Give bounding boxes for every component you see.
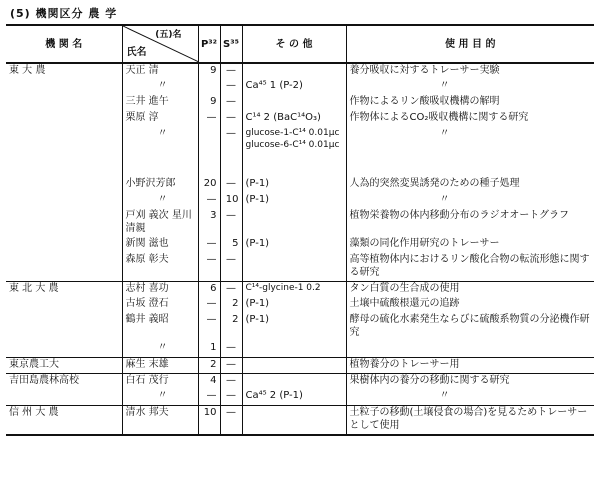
cell-org	[6, 209, 122, 237]
header-name-top: (五)名	[155, 30, 182, 40]
cell-other: (P-1)	[242, 237, 346, 253]
cell-name: 栗原 淳	[122, 111, 198, 127]
cell-purpose: 植物養分のトレーサー用	[346, 357, 594, 373]
cell-name: 〃	[122, 389, 198, 405]
cell-name: 麻生 末雄	[122, 357, 198, 373]
cell-other: C¹⁴ 2 (BaC¹⁴O₃)	[242, 111, 346, 127]
cell-s: —	[220, 341, 242, 357]
cell-org	[6, 313, 122, 341]
cell-name: 戸刈 義次 星川 清親	[122, 209, 198, 237]
cell-s: —	[220, 389, 242, 405]
cell-purpose: 植物栄養物の体内移動分布のラジオオートグラフ	[346, 209, 594, 237]
cell-p: 10	[198, 405, 220, 435]
cell-s: —	[220, 111, 242, 127]
cell-purpose: 養分吸収に対するトレーサー実験	[346, 63, 594, 79]
cell-name: 小野沢芳郎	[122, 177, 198, 193]
cell-purpose: 果樹体内の養分の移動に関する研究	[346, 373, 594, 389]
cell-p: —	[198, 253, 220, 281]
cell-purpose: 酵母の硫化水素発生ならびに硫酸系物質の分泌機作研究	[346, 313, 594, 341]
cell-p: 3	[198, 209, 220, 237]
cell-p	[198, 127, 220, 177]
cell-p: 9	[198, 63, 220, 79]
table-row	[6, 79, 594, 95]
cell-purpose	[346, 341, 594, 357]
cell-s: 5	[220, 237, 242, 253]
cell-other: glucose-1-C¹⁴ 0.01μc glucose-6-C¹⁴ 0.01μc	[242, 127, 346, 177]
cell-name: 清水 邦夫	[122, 405, 198, 435]
cell-org	[6, 253, 122, 281]
cell-p: —	[198, 111, 220, 127]
cell-name: 森原 彰夫	[122, 253, 198, 281]
cell-purpose: 作物によるリン酸吸収機構の解明	[346, 95, 594, 111]
section-title: (5) 機関区分 農 学	[10, 7, 118, 20]
table-row	[6, 111, 594, 127]
cell-s: —	[220, 281, 242, 297]
cell-s: —	[220, 95, 242, 111]
cell-name: 天正 清	[122, 63, 198, 79]
cell-other: Ca⁴⁵ 2 (P-1)	[242, 389, 346, 405]
cell-other: (P-1)	[242, 313, 346, 341]
cell-org	[6, 193, 122, 209]
cell-org: 東 北 大 農	[9, 282, 59, 294]
cell-other	[242, 341, 346, 357]
header-other: そ の 他	[242, 25, 346, 63]
table-row	[6, 177, 594, 193]
cell-org: 東 大 農	[9, 65, 46, 76]
cell-purpose: 〃	[346, 193, 594, 209]
table-row	[6, 357, 594, 373]
cell-other	[242, 357, 346, 373]
cell-p: —	[198, 193, 220, 209]
table-header-row	[6, 25, 594, 63]
cell-other: (P-1)	[242, 177, 346, 193]
table-row	[6, 313, 594, 341]
cell-p: —	[198, 389, 220, 405]
cell-org	[6, 341, 122, 357]
cell-name: 古坂 澄石	[122, 297, 198, 313]
table-row	[6, 209, 594, 237]
cell-name: 〃	[122, 79, 198, 95]
cell-p: 2	[198, 357, 220, 373]
cell-s: —	[220, 177, 242, 193]
cell-name: 〃	[122, 127, 198, 177]
cell-other: (P-1)	[242, 193, 346, 209]
table-row	[6, 389, 594, 405]
cell-name: 鶴井 義昭	[122, 313, 198, 341]
cell-p: —	[198, 237, 220, 253]
cell-org	[6, 389, 122, 405]
cell-org	[6, 127, 122, 177]
cell-name: 白石 茂行	[122, 373, 198, 389]
cell-s: —	[220, 209, 242, 237]
cell-p: 9	[198, 95, 220, 111]
usage-table	[6, 24, 594, 436]
cell-purpose: 土粒子の移動(土壌侵食の場合)を見るためトレーサーとして使用	[346, 405, 594, 435]
cell-other	[242, 63, 346, 79]
cell-p: 1	[198, 341, 220, 357]
cell-other: (P-1)	[242, 297, 346, 313]
table-row	[6, 341, 594, 357]
cell-name: 新関 滋也	[122, 237, 198, 253]
header-purpose: 使 用 目 的	[346, 25, 594, 63]
cell-purpose: 藻類の同化作用研究のトレーサー	[346, 237, 594, 253]
table-row	[6, 63, 594, 79]
cell-s: —	[220, 253, 242, 281]
cell-purpose: 〃	[346, 389, 594, 405]
cell-s: —	[220, 127, 242, 177]
cell-s: —	[220, 63, 242, 79]
table-row	[6, 127, 594, 177]
cell-org	[6, 95, 122, 111]
cell-name: 〃	[122, 341, 198, 357]
cell-purpose: 作物体によるCO₂吸収機構に関する研究	[346, 111, 594, 127]
table-row	[6, 405, 594, 435]
header-organization: 機 関 名	[6, 25, 122, 63]
cell-purpose: タン白質の生合成の使用	[346, 281, 594, 297]
cell-org	[6, 177, 122, 193]
cell-org: 信 州 大 農	[6, 405, 122, 435]
cell-purpose: 人為的突然変異誘発のための種子処理	[346, 177, 594, 193]
cell-p	[198, 79, 220, 95]
cell-other	[242, 95, 346, 111]
cell-s: 2	[220, 313, 242, 341]
table-row	[6, 297, 594, 313]
cell-p: —	[198, 313, 220, 341]
header-name	[122, 25, 198, 63]
cell-org: 東京農工大	[6, 357, 122, 373]
cell-s: —	[220, 357, 242, 373]
cell-purpose: 〃	[346, 127, 594, 177]
cell-other: C¹⁴-glycine-1 0.2	[242, 281, 346, 297]
cell-other	[242, 253, 346, 281]
header-s35: S³⁵	[220, 25, 242, 63]
cell-name: 〃	[122, 193, 198, 209]
table-row	[6, 373, 594, 389]
cell-p: 6	[198, 281, 220, 297]
cell-p: 4	[198, 373, 220, 389]
cell-other	[242, 405, 346, 435]
cell-s: 10	[220, 193, 242, 209]
cell-org	[6, 79, 122, 95]
cell-purpose: 土壌中硫酸根還元の追跡	[346, 297, 594, 313]
table-row	[6, 253, 594, 281]
cell-org	[6, 297, 122, 313]
cell-other	[242, 373, 346, 389]
cell-s: —	[220, 405, 242, 435]
cell-org	[6, 237, 122, 253]
cell-p: 20	[198, 177, 220, 193]
cell-name: 志村 喜功	[122, 281, 198, 297]
cell-org	[6, 111, 122, 127]
cell-purpose: 高等植物体内におけるリン酸化合物の転流形態に関する研究	[346, 253, 594, 281]
table-row	[6, 237, 594, 253]
header-p32: P³²	[198, 25, 220, 63]
cell-s: 2	[220, 297, 242, 313]
cell-name: 三井 進午	[122, 95, 198, 111]
table-row	[6, 95, 594, 111]
cell-purpose: 〃	[346, 79, 594, 95]
cell-s: —	[220, 373, 242, 389]
table-row	[6, 281, 594, 297]
table-row	[6, 193, 594, 209]
cell-p: —	[198, 297, 220, 313]
header-name-bottom: 氏名	[126, 47, 147, 58]
cell-s: —	[220, 79, 242, 95]
cell-other	[242, 209, 346, 237]
cell-org: 吉田島農林高校	[9, 374, 79, 386]
cell-other: Ca⁴⁵ 1 (P-2)	[242, 79, 346, 95]
